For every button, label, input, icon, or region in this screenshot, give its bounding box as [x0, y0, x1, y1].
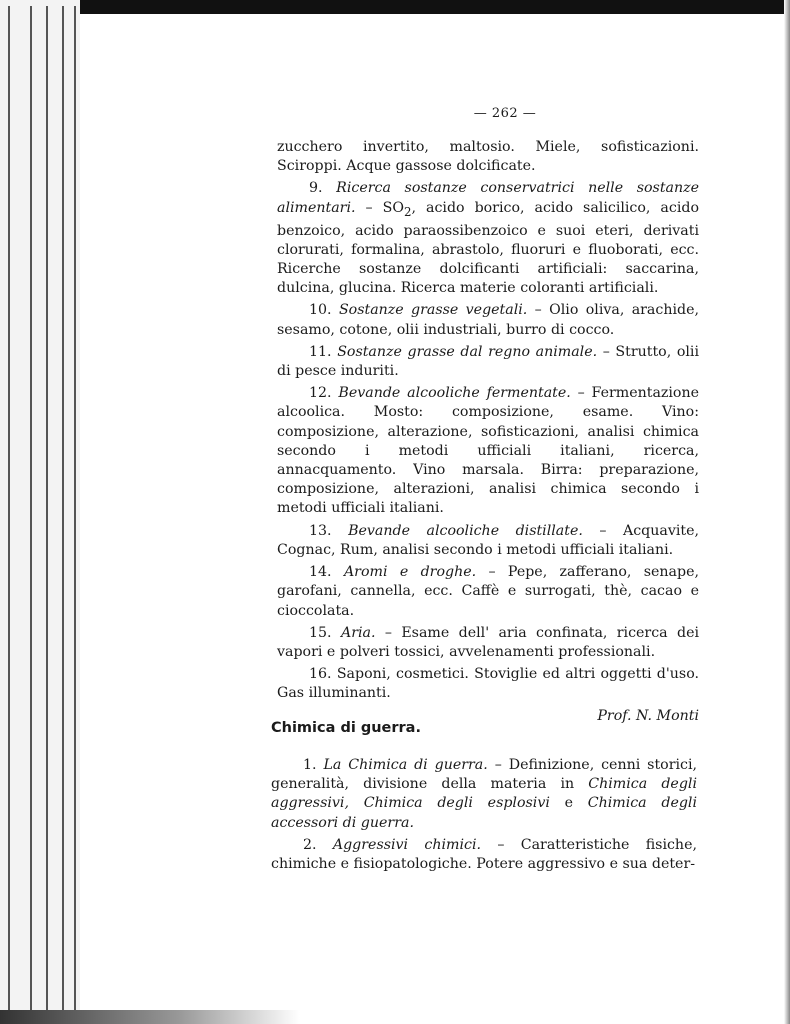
main-text [277, 138, 699, 729]
item-title: Bevande alcooliche distillate. [348, 522, 583, 539]
list-item: 12. Bevande alcooliche fermentate. – Fermentazione alcoolica. Mosto: composizione, esame. Vino: composizione, alterazione, sofisticazioni, analisi chimica secondo i metodi ufficiali italiani, ricerca, annacquamento. Vino marsala. Birra: preparazione, composizione, alterazioni, analisi chimica secondo i metodi ufficiali italiani. [277, 385, 700, 517]
section-text [271, 756, 697, 877]
spine-line [74, 6, 76, 1016]
continuation-paragraph: zucchero invertito, maltosio. Miele, sofisticazioni. Sciroppi. Acque gassose dolcificate. [277, 139, 699, 175]
item-title: Sostanze grasse vegetali. [338, 302, 528, 319]
author-signature: Prof. N. Monti [597, 707, 699, 724]
list-item: 15. Aria. – Esame dell' aria confinata, ricerca dei vapori e polveri tossici, avvelenamenti professionali. [277, 624, 700, 660]
list-item: 1. La Chimica di guerra. – Definizione, cenni storici, generalità, divisione della materia in Chimica degli aggressivi, Chimica degli esplosivi e Chimica degli accessori di guerra. [271, 757, 698, 831]
spine-line [8, 6, 10, 1016]
book-spine-edge [0, 0, 80, 1024]
list-item: 2. Aggressivi chimici. – Caratteristiche fisiche, chimiche e fisiopatologiche. Potere aggressivo e sua deter- [271, 836, 697, 873]
item-title: Bevande alcooliche fermentate. [338, 385, 571, 402]
item-title: La Chimica di guerra. [323, 757, 488, 773]
list-item: 16. Saponi, cosmetici. Stoviglie ed altri oggetti d'uso. Gas illuminanti. [277, 666, 699, 702]
item-title: Sostanze grasse dal regno animale. [337, 343, 598, 360]
spine-line [62, 6, 64, 1016]
section-title: Chimica di guerra. [271, 720, 421, 736]
scan-right-edge [784, 0, 790, 1024]
list-item: 9. Ricerca sostanze conservatrici nelle sostanze alimentari. – $SO_2$, acido borico, acido salicilico, acido benzoico, acido paraossibenzoico e suoi eteri, derivati clorurati, formalina, abrastolo, fluoruri e fluoborati, ecc. Ricerche sostanze dolcificanti artificiali: saccarina, dulcina, glucina. Ricerca materie coloranti artificiali. [277, 180, 699, 297]
item-title: Aromi e droghe. [343, 564, 477, 581]
list-item: 10. Sostanze grasse vegetali. – Olio oliva, arachide, sesamo, cotone, olii industriali, burro di cocco. [277, 302, 700, 338]
scan-bottom-shadow [0, 1010, 300, 1024]
list-item: 13. Bevande alcooliche distillate. – Acquavite, Cognac, Rum, analisi secondo i metodi ufficiali italiani. [277, 522, 699, 558]
page-number: — 262 — [473, 106, 537, 121]
list-item: 11. Sostanze grasse dal regno animale. – Strutto, olii di pesce induriti. [277, 343, 699, 380]
item-title: Aggressivi chimici. [332, 836, 482, 853]
scan-top-edge [0, 0, 790, 14]
spine-line [46, 6, 48, 1016]
item-title: Aria. [340, 624, 376, 641]
list-item: 14. Aromi e droghe. – Pepe, zafferano, senape, garofani, cannella, ecc. Caffè e surrogati, thè, cacao e cioccolata. [277, 564, 699, 619]
chemical-formula: $SO_2$ [382, 199, 412, 219]
spine-line [30, 6, 32, 1016]
item-title: Ricerca sostanze conservatrici nelle sostanze alimentari. [277, 180, 699, 216]
